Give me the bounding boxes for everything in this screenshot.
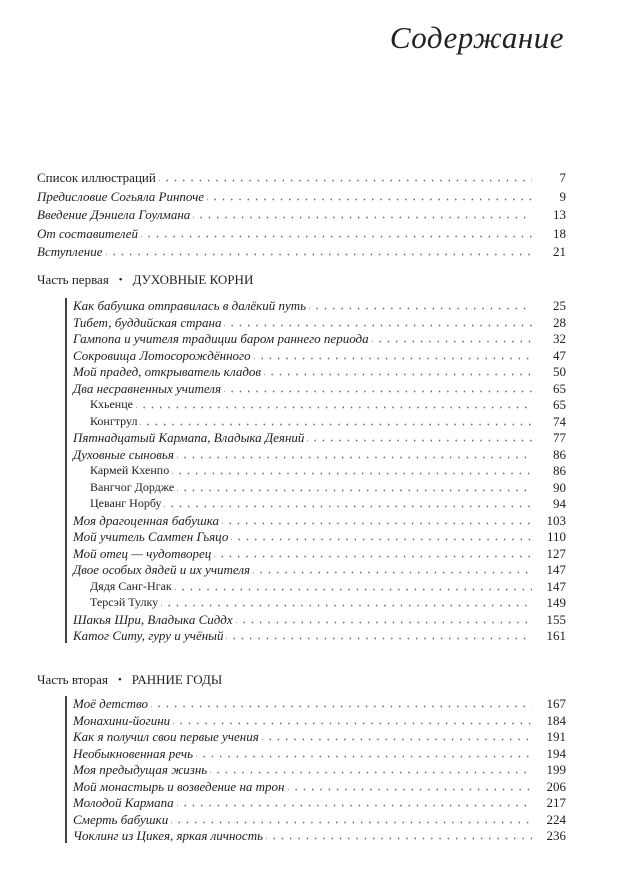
- dot-leader: [164, 494, 532, 511]
- dot-leader: [141, 224, 532, 241]
- toc-entry: [73, 527, 566, 544]
- toc-entry-page-number: 65: [553, 397, 566, 412]
- toc-entry: [73, 744, 566, 761]
- toc-entry-title: Гампопа и учителя традиции баром раннего периода: [73, 331, 369, 346]
- toc-entry-page-number: 199: [546, 762, 566, 777]
- toc-entry-title: Пятнадцатый Кармапа, Владыка Деяний: [73, 430, 305, 445]
- toc-entry: [73, 544, 566, 561]
- toc-entry-page-number: 74: [553, 413, 566, 429]
- toc-entry-title: Вангчог Дордже: [90, 479, 175, 494]
- toc-entry-title: Цеванг Норбу: [90, 496, 162, 510]
- dot-leader: [161, 593, 532, 610]
- dot-leader: [177, 793, 532, 810]
- toc-entry: [73, 826, 566, 843]
- toc-entry: [73, 694, 566, 711]
- toc-entry-title: Двое особых дядей и их учителя: [73, 562, 251, 577]
- toc-entry: [73, 560, 566, 577]
- toc-entry: [73, 511, 566, 528]
- toc-entry-title: Шакья Шри, Владыка Сиддх: [73, 611, 233, 627]
- toc-entry-title: Два несравненных учителя: [73, 380, 221, 396]
- toc-entry-title: Духовные сыновья: [73, 446, 174, 462]
- toc-entry-page-number: 32: [553, 331, 566, 346]
- toc-entry-title: Сокровища Лотосорождённого: [73, 347, 251, 363]
- dot-leader: [140, 412, 532, 429]
- toc-entry: [73, 711, 566, 728]
- toc-entry: [73, 760, 566, 777]
- dot-leader: [106, 242, 532, 259]
- dot-leader: [172, 461, 532, 478]
- dot-leader: [175, 577, 532, 594]
- toc-entry-title: Конгтрул: [90, 413, 138, 428]
- toc-entry-title: Мой монастырь и возведение на трон: [73, 778, 285, 794]
- toc-entry: [73, 727, 566, 744]
- toc-entry: [73, 626, 566, 643]
- part-label: Часть вторая: [37, 672, 108, 687]
- toc-entry: [73, 610, 566, 627]
- toc-entry: [90, 494, 566, 511]
- part-heading: [37, 672, 222, 688]
- toc-entry-title: Катог Ситу, гуру и учёный: [73, 628, 224, 643]
- dot-leader: [224, 313, 532, 330]
- toc-entry-page-number: 18: [553, 225, 566, 241]
- toc-entry-title: Кармей Кхенпо: [90, 463, 170, 477]
- toc-entry-page-number: 184: [546, 712, 566, 728]
- dot-leader: [177, 445, 532, 462]
- toc-entry-title: Дядя Санг-Нгак: [90, 578, 172, 593]
- toc-entry: [90, 395, 566, 412]
- toc-entry-page-number: 28: [553, 314, 566, 330]
- part-vertical-rule: [65, 298, 67, 643]
- toc-entry-title: Как я получил свои первые учения: [73, 729, 259, 744]
- toc-entry: [73, 445, 566, 462]
- toc-entry: [37, 187, 566, 204]
- dot-leader: [236, 610, 532, 627]
- dot-leader: [224, 379, 532, 396]
- toc-entry-title: Мой отец — чудотворец: [73, 545, 212, 561]
- toc-entry-page-number: 110: [546, 529, 566, 544]
- dot-leader: [214, 544, 532, 561]
- toc-entry-title: Мой учитель Самтен Гьяцо: [73, 529, 229, 544]
- toc-entry-page-number: 236: [546, 828, 566, 843]
- dot-leader: [159, 168, 532, 185]
- part-label: Часть первая: [37, 272, 109, 287]
- dot-leader: [207, 187, 532, 204]
- toc-entry-page-number: 21: [553, 244, 566, 259]
- toc-entry-page-number: 86: [553, 446, 566, 462]
- toc-entry-page-number: 224: [546, 811, 566, 827]
- dot-leader: [173, 711, 532, 728]
- toc-entry-page-number: 155: [546, 611, 566, 627]
- toc-entry-title: Моя драгоценная бабушка: [73, 512, 219, 528]
- toc-entry-title: Предисловие Согьяла Ринпоче: [37, 188, 205, 204]
- toc-entry: [73, 362, 566, 379]
- page-title: Содержание: [389, 20, 564, 55]
- toc-entry: [37, 168, 566, 185]
- toc-entry-title: Моё детство: [73, 696, 149, 711]
- toc-entry-page-number: 90: [553, 479, 566, 495]
- toc-entry-title: От составителей: [37, 225, 139, 241]
- toc-entry: [73, 313, 566, 330]
- toc-entry-page-number: 77: [553, 430, 566, 445]
- toc-entry: [90, 593, 566, 610]
- part-heading: [37, 272, 253, 288]
- toc-entry-page-number: 25: [553, 298, 566, 313]
- toc-entry-title: Тибет, буддийская страна: [73, 314, 222, 330]
- toc-entry-page-number: 147: [546, 562, 566, 577]
- toc-entry: [90, 412, 566, 429]
- toc-entry-page-number: 9: [559, 188, 566, 204]
- toc-entry: [73, 777, 566, 794]
- toc-entry: [37, 242, 566, 259]
- part-vertical-rule: [65, 696, 67, 843]
- dot-leader: [193, 205, 532, 222]
- toc-entry: [73, 428, 566, 445]
- dot-leader: [288, 777, 533, 794]
- toc-entry-title: Молодой Кармапа: [73, 795, 174, 810]
- toc-entry: [73, 793, 566, 810]
- toc-entry-page-number: 167: [546, 696, 566, 711]
- toc-entry: [73, 346, 566, 363]
- toc-entry-page-number: 47: [553, 347, 566, 363]
- toc-entry-page-number: 161: [546, 628, 566, 643]
- toc-entry-page-number: 103: [546, 512, 566, 528]
- dot-leader: [222, 511, 532, 528]
- toc-entry: [73, 296, 566, 313]
- toc-entry-title: Терсэй Тулку: [90, 595, 159, 609]
- toc-entry: [37, 224, 566, 241]
- toc-entry: [90, 461, 566, 478]
- toc-entry-title: Необыкновенная речь: [73, 745, 194, 761]
- toc-entry-title: Моя предыдущая жизнь: [73, 762, 208, 777]
- toc-entry: [73, 379, 566, 396]
- toc-entry: [90, 577, 566, 594]
- dot-leader: [309, 296, 532, 313]
- toc-entry-title: Вступление: [37, 244, 103, 259]
- toc-entry-title: Как бабушка отправилась в далёкий путь: [73, 298, 307, 313]
- toc-entry-page-number: 127: [546, 545, 566, 561]
- toc-entry-page-number: 50: [553, 364, 566, 379]
- toc-entry-page-number: 94: [553, 496, 566, 511]
- toc-entry-title: Мой прадед, открыватель кладов: [73, 364, 262, 379]
- toc-entry-title: Кхьенце: [90, 397, 133, 411]
- toc-entry-title: Введение Дэниела Гоулмана: [37, 207, 191, 222]
- toc-entry-title: Монахини-йогини: [73, 712, 171, 728]
- dot-leader: [196, 744, 532, 761]
- toc-entry-page-number: 13: [553, 207, 566, 222]
- dot-leader: [136, 395, 532, 412]
- part-title: ДУХОВНЫЕ КОРНИ: [132, 272, 254, 287]
- toc-entry-page-number: 194: [546, 745, 566, 761]
- dot-leader: [231, 527, 532, 544]
- dot-leader: [210, 760, 532, 777]
- toc-entry-page-number: 7: [559, 170, 566, 185]
- toc-entry-page-number: 191: [546, 729, 566, 744]
- dot-leader: [307, 428, 532, 445]
- dot-leader: [177, 478, 532, 495]
- part-title: РАННИЕ ГОДЫ: [131, 672, 223, 687]
- toc-entry-title: Чоклинг из Цикея, яркая личность: [73, 828, 264, 843]
- dot-leader: [266, 826, 532, 843]
- dot-leader: [253, 560, 532, 577]
- toc-entry-page-number: 217: [546, 795, 566, 810]
- toc-entry-page-number: 149: [546, 595, 566, 610]
- dot-leader: [372, 329, 532, 346]
- dot-leader: [264, 362, 532, 379]
- toc-entry-page-number: 86: [553, 463, 566, 478]
- toc-entry: [90, 478, 566, 495]
- toc-entry-page-number: 65: [553, 380, 566, 396]
- toc-entry-title: Смерть бабушки: [73, 811, 169, 827]
- dot-leader: [262, 727, 532, 744]
- toc-entry-page-number: 206: [546, 778, 566, 794]
- toc-entry-page-number: 147: [546, 578, 566, 594]
- dot-leader: [171, 810, 532, 827]
- part-bullet: •: [118, 274, 123, 286]
- toc-entry: [73, 329, 566, 346]
- toc-entry: [37, 205, 566, 222]
- dot-leader: [226, 626, 532, 643]
- toc-entry-title: Список иллюстраций: [37, 170, 156, 185]
- dot-leader: [151, 694, 532, 711]
- dot-leader: [254, 346, 532, 363]
- part-bullet: •: [117, 674, 122, 686]
- toc-entry: [73, 810, 566, 827]
